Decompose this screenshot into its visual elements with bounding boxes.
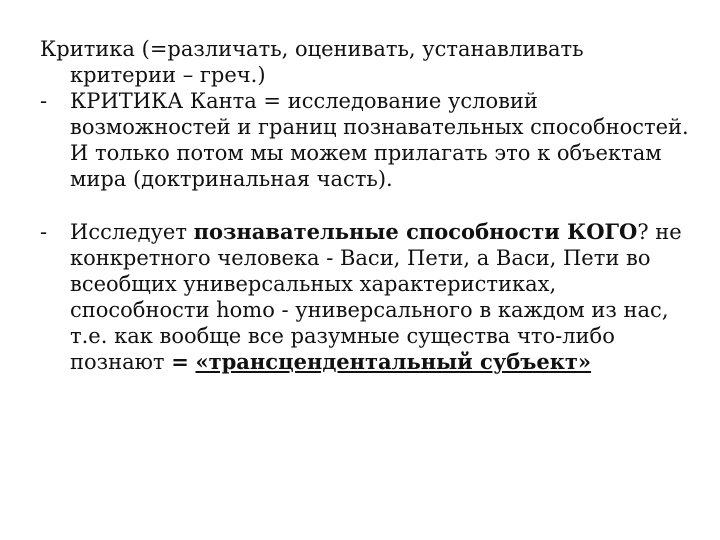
kant-critique-item <box>40 88 690 192</box>
equals-sign: = <box>171 349 189 374</box>
paragraph-gap <box>40 192 690 219</box>
transcendental-subject-term: «трансцендентальный субъект» <box>195 349 592 374</box>
investigates-intro: Исследует <box>70 220 194 244</box>
critique-definition-text: Критика (=различать, оценивать, устанавливать критерии – греч.) <box>40 37 584 87</box>
slide-body <box>40 36 690 375</box>
investigates-body: ? не конкретного человека - Васи, Пети, а Васи, Пети во всеобщих универсальных характеристиках, способности homo - универсального в каждом из нас, т.е. как вообще все разумные существа что-либо познают <box>70 220 682 374</box>
kant-critique-text: КРИТИКА Канта = исследование условий возможностей и границ познавательных способностей. И только потом мы можем прилагать это к объектам мира (доктринальная часть). <box>70 89 689 191</box>
bullet-dash: - <box>40 220 48 244</box>
investigates-item <box>40 219 690 375</box>
critique-definition <box>40 36 690 88</box>
cognitive-abilities-bold: познавательные способности КОГО <box>193 219 638 244</box>
bullet-dash: - <box>40 89 48 113</box>
